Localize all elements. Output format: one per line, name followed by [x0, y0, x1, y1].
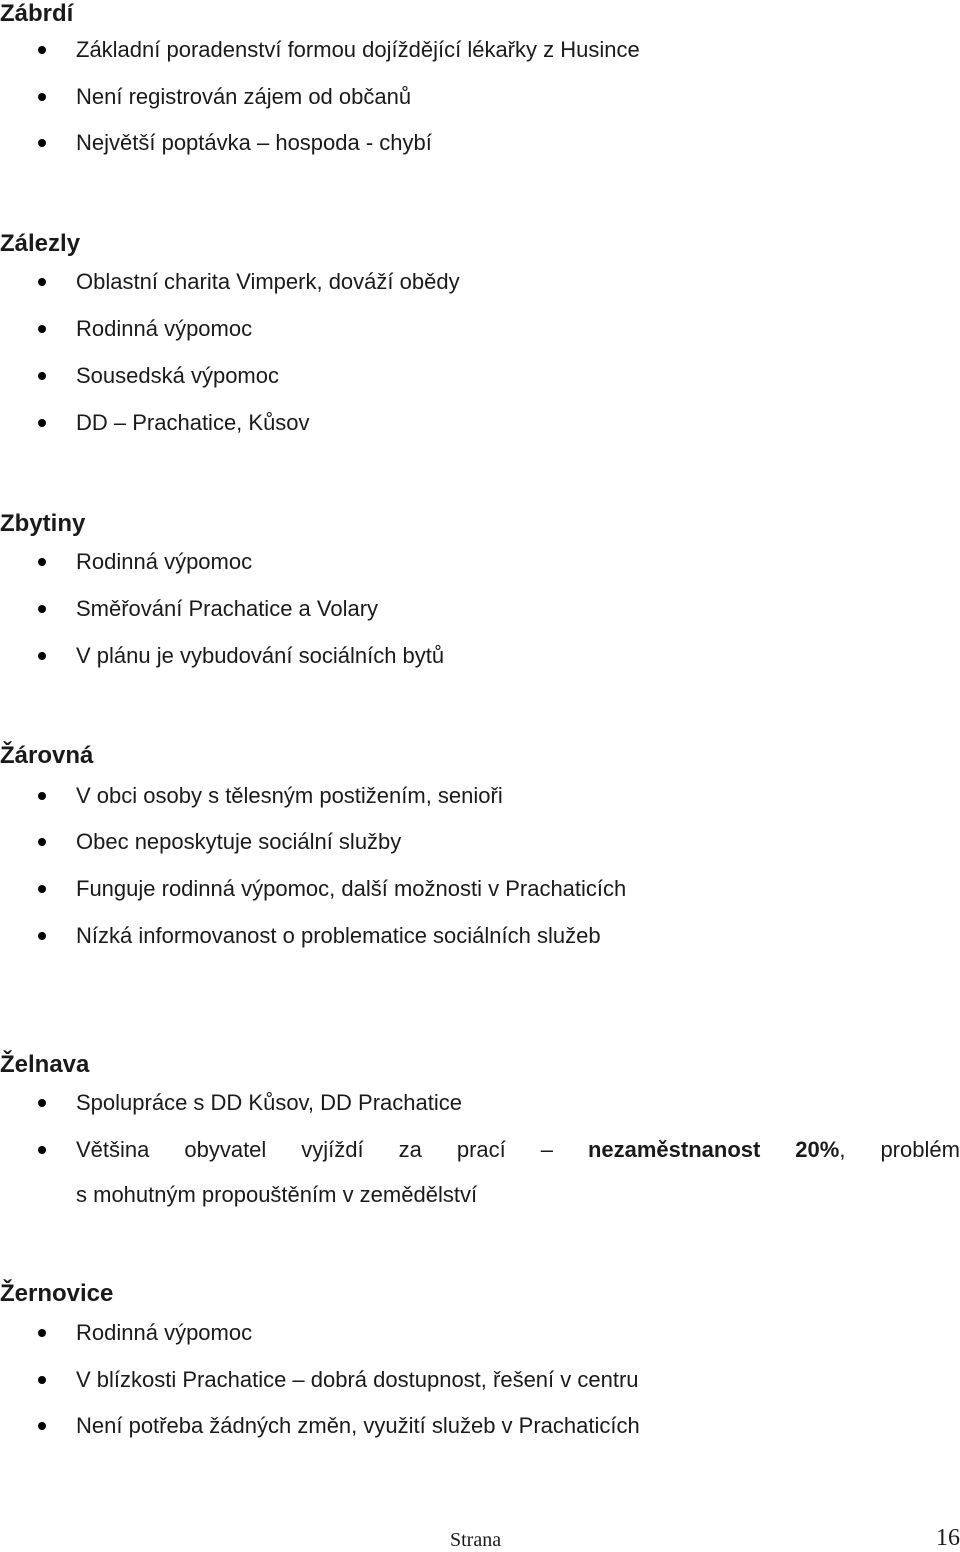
list-item-text: V obci osoby s tělesným postižením, senioři: [76, 783, 503, 808]
word: obyvatel: [184, 1137, 267, 1162]
word: prací: [456, 1137, 506, 1162]
list-item-text: Funguje rodinná výpomoc, další možnosti v Prachaticích: [76, 876, 627, 901]
bullet-icon: [38, 325, 46, 333]
bullet-icon: [38, 139, 46, 147]
bullet-icon: [38, 605, 46, 613]
bullet-icon: [38, 1146, 46, 1154]
section-heading-zabrdi: Zábrdí: [0, 0, 74, 27]
footer-page-label: Strana: [450, 1529, 502, 1551]
list-item-text: Rodinná výpomoc: [76, 316, 253, 341]
comma: ,: [839, 1137, 846, 1162]
list-item-text: V blízkosti Prachatice – dobrá dostupnost, řešení v centru: [76, 1367, 639, 1392]
bullet-icon: [38, 1329, 46, 1337]
bullet-icon: [38, 558, 46, 566]
bullet-icon: [38, 93, 46, 101]
list-item-text: Rodinná výpomoc: [76, 549, 253, 574]
bullet-icon: [38, 1099, 46, 1107]
list-item-text: Spolupráce s DD Kůsov, DD Prachatice: [76, 1090, 462, 1115]
list-item-text: Největší poptávka – hospoda - chybí: [76, 130, 432, 155]
word: vyjíždí: [301, 1137, 364, 1162]
list-item-text: DD – Prachatice, Kůsov: [76, 410, 310, 435]
bullet-icon: [38, 278, 46, 286]
bullet-icon: [38, 792, 46, 800]
bullet-icon: [38, 46, 46, 54]
bullet-icon: [38, 652, 46, 660]
word: za: [398, 1137, 422, 1162]
section-heading-zalezly: Zálezly: [0, 230, 81, 257]
bold-percent: 20%: [795, 1137, 840, 1162]
list-item-text: Nízká informovanost o problematice sociálních služeb: [76, 923, 601, 948]
section-heading-zbytiny: Zbytiny: [0, 510, 86, 537]
section-heading-zernovice: Žernovice: [0, 1280, 114, 1307]
word: problém: [880, 1137, 960, 1162]
justified-line: [76, 1136, 960, 1164]
footer-page-number: 16: [936, 1525, 960, 1551]
bold-word: nezaměstnanost: [587, 1137, 761, 1162]
section-heading-zelnava: Želnava: [0, 1051, 90, 1078]
bullet-icon: [38, 932, 46, 940]
word: –: [540, 1137, 553, 1162]
list-item-text: Obec neposkytuje sociální služby: [76, 829, 402, 854]
list-item-text: Není registrován zájem od občanů: [76, 84, 412, 109]
list-item-continuation: s mohutným propouštěním v zemědělství: [76, 1182, 478, 1207]
list-item-text: Základní poradenství formou dojíždějící lékařky z Husince: [76, 37, 640, 62]
bullet-icon: [38, 1422, 46, 1430]
list-item-text: V plánu je vybudování sociálních bytů: [76, 643, 445, 668]
word-group: [795, 1136, 845, 1164]
bullet-icon: [38, 838, 46, 846]
list-item-text: Oblastní charita Vimperk, dováží obědy: [76, 269, 460, 294]
word: Většina: [76, 1137, 150, 1162]
bullet-icon: [38, 372, 46, 380]
bullet-icon: [38, 1376, 46, 1384]
bullet-icon: [38, 419, 46, 427]
list-item-text: Sousedská výpomoc: [76, 363, 279, 388]
list-item-text: Směřování Prachatice a Volary: [76, 596, 379, 621]
section-heading-zarovna: Žárovná: [0, 742, 94, 769]
bullet-icon: [38, 885, 46, 893]
list-item-text: Rodinná výpomoc: [76, 1320, 253, 1345]
list-item-text: Není potřeba žádných změn, využití služeb v Prachaticích: [76, 1413, 640, 1438]
